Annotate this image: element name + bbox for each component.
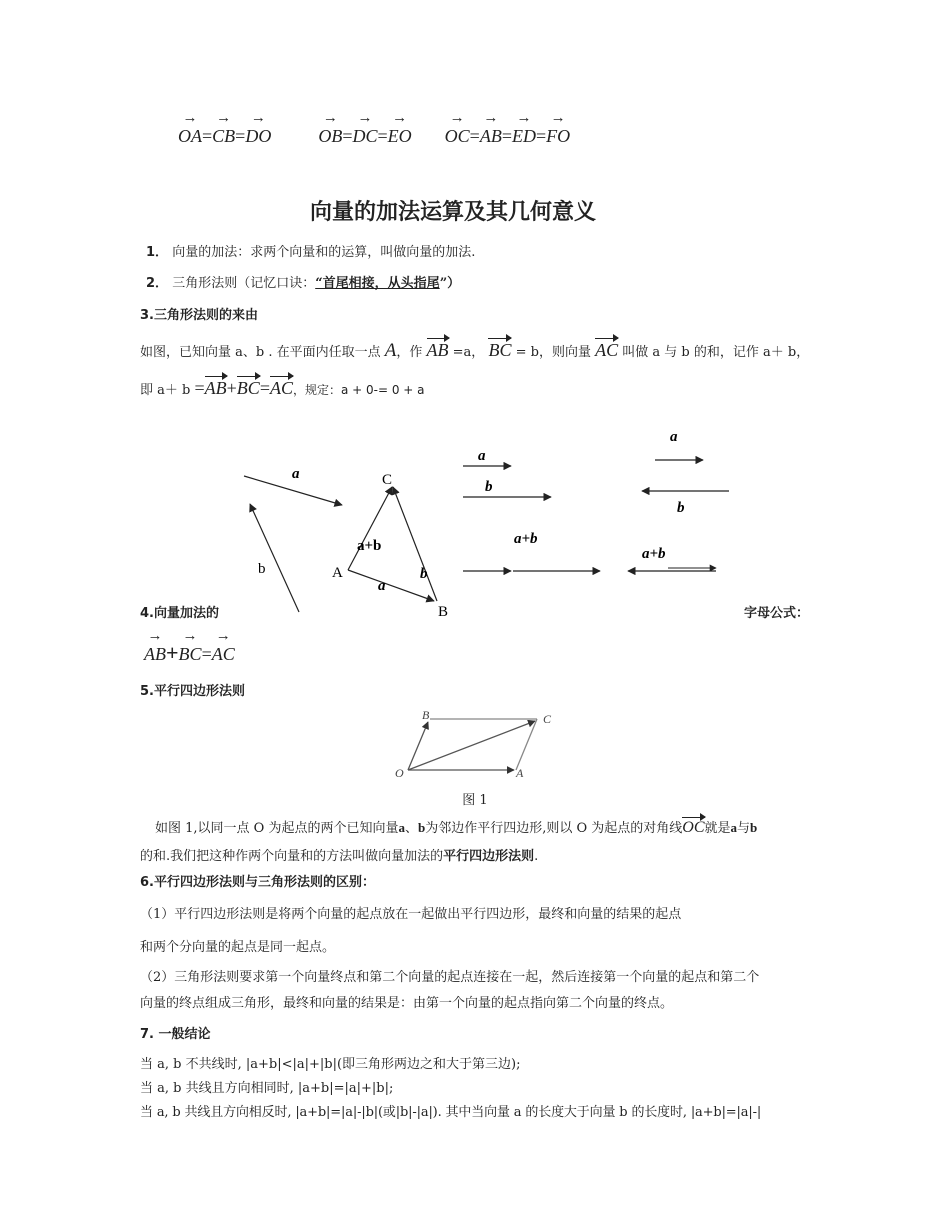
point-o: O xyxy=(395,766,404,780)
section-2-mnemonic: “首尾相接，从头指尾 xyxy=(315,276,440,291)
figure-caption: 图 1 xyxy=(462,793,488,808)
section-2 xyxy=(146,272,460,291)
point-b-label: B xyxy=(438,604,449,620)
vector-eo: → EO xyxy=(387,110,412,146)
section-5-line-1: 如图 1,以同一点 O 为起点的两个已知向量a、b为邻边作平行四边形,则以 O 为起点的对角线OC就是a与b xyxy=(155,819,758,836)
label-b-triangle: b xyxy=(420,566,428,582)
section-6-line-4: 向量的终点组成三角形，最终和向量的结果是：由第一个向量的起点指向第二个向量的终点。 xyxy=(140,996,674,1011)
formula-ab: → AB xyxy=(144,628,166,664)
vector-ed: → ED xyxy=(511,110,536,146)
fig2-label-a-plus-b: a+b xyxy=(514,531,538,547)
vector-ac-sum: AC xyxy=(269,378,293,398)
point-a: A xyxy=(384,340,397,361)
triangle-ac xyxy=(348,487,392,570)
vector-ab-sum: AB xyxy=(204,378,227,398)
point-b: B xyxy=(422,708,430,722)
section-3-line-1: 如图，已知向量 a、b . 在平面内任取一点 A，作 AB =a， BC = b，则向量 AC 叫做 a 与 b 的和，记作 a＋ b， xyxy=(140,340,810,361)
triangle-bc xyxy=(393,487,437,601)
fig3-label-b: b xyxy=(677,500,685,516)
vector-ab-inline: AB xyxy=(426,340,449,360)
eq-group-2: → OB= → DC= → EO xyxy=(318,110,412,146)
section-5-line-2: 的和.我们把这种作两个向量和的方法叫做向量加法的平行四边形法则. xyxy=(140,849,539,864)
section-3-heading: 3.三角形法则的来由 xyxy=(140,308,258,323)
section-6-line-1: （1）平行四边形法则是将两个向量的起点放在一起做出平行四边形，最终和向量的结果的起点 xyxy=(140,907,682,922)
fig2-label-b: b xyxy=(485,479,493,495)
point-a-label: A xyxy=(332,565,343,581)
vector-do: → DO xyxy=(245,110,272,146)
formula-ac: → AC xyxy=(211,628,235,664)
formula-bc: → BC xyxy=(178,628,202,664)
vector-ob: → OB xyxy=(318,110,343,146)
section-5-heading: 5.平行四边形法则 xyxy=(140,684,245,699)
point-c: C xyxy=(543,712,552,726)
section-1-number: 1． xyxy=(146,245,169,260)
parallelogram-figure xyxy=(392,706,562,786)
vector-oa: → OA xyxy=(178,110,202,146)
vector-bc-inline: BC xyxy=(488,340,512,360)
vector-cb: → CB xyxy=(212,110,236,146)
eq-group-3: → OC= → AB= → ED= → FO xyxy=(444,110,571,146)
vector-ac-inline: AC xyxy=(595,340,619,360)
section-7-line-1: 当 a, b 不共线时, |a+b|<|a|+|b|(即三角形两边之和大于第三边); xyxy=(140,1057,521,1072)
vector-oc-inline: OC xyxy=(682,819,705,836)
vector-fo: → FO xyxy=(546,110,571,146)
section-7-line-2: 当 a, b 共线且方向相同时, |a+b|=|a|+|b|; xyxy=(140,1081,394,1096)
vector-b-line xyxy=(250,504,299,612)
section-1-text: 向量的加法：求两个向量和的运算，叫做向量的加法. xyxy=(172,245,476,260)
section-2-pre: 三角形法则（记忆口诀： xyxy=(172,276,316,291)
point-c-label: C xyxy=(382,472,393,488)
vector-oc: → OC xyxy=(444,110,470,146)
section-2-post: ”） xyxy=(439,276,461,291)
section-4-heading-left: 4.向量加法的 xyxy=(140,606,219,621)
eq-group-1: → OA= → CB= → DO xyxy=(178,110,272,146)
point-a: A xyxy=(516,766,524,780)
section-7-line-3: 当 a, b 共线且方向相反时, |a+b|=|a|-|b|(或|b|-|a|). 其中当向量 a 的长度大于向量 b 的长度时, |a+b|=|a|-| xyxy=(140,1105,762,1120)
section-6-heading: 6.平行四边形法则与三角形法则的区别： xyxy=(140,875,375,890)
vector-ab: → AB xyxy=(479,110,502,146)
section-7-heading: 7. 一般结论 xyxy=(140,1027,211,1042)
label-a-triangle: a xyxy=(378,578,386,594)
section-3-line-2: 即 a＋ b =AB+BC=AC，规定：a + 0-= 0 + a xyxy=(140,378,425,398)
fig3-label-a-plus-b: a+b xyxy=(642,546,666,562)
label-a-plus-b: a+b xyxy=(357,538,382,554)
section-2-number: 2． xyxy=(146,276,169,291)
section-4-heading-right: 字母公式： xyxy=(744,606,810,621)
fig2-label-a: a xyxy=(478,448,486,464)
page-title: 向量的加法运算及其几何意义 xyxy=(309,200,596,225)
label-b: b xyxy=(258,561,266,577)
vector-dc: → DC xyxy=(352,110,378,146)
triangle-rule-diagram xyxy=(0,420,950,620)
label-a: a xyxy=(292,466,300,482)
section-1 xyxy=(146,241,475,260)
section-6-line-2: 和两个分向量的起点是同一起点。 xyxy=(140,940,336,955)
fig3-label-a: a xyxy=(670,429,678,445)
vector-oc xyxy=(408,721,535,770)
vector-bc-sum: BC xyxy=(236,378,260,398)
top-equations xyxy=(178,110,571,147)
section-4-formula: → AB+ → BC= → AC xyxy=(144,628,235,665)
section-6-line-3: （2）三角形法则要求第一个向量终点和第二个向量的起点连接在一起，然后连接第一个向量的起点和第二个 xyxy=(140,970,760,985)
